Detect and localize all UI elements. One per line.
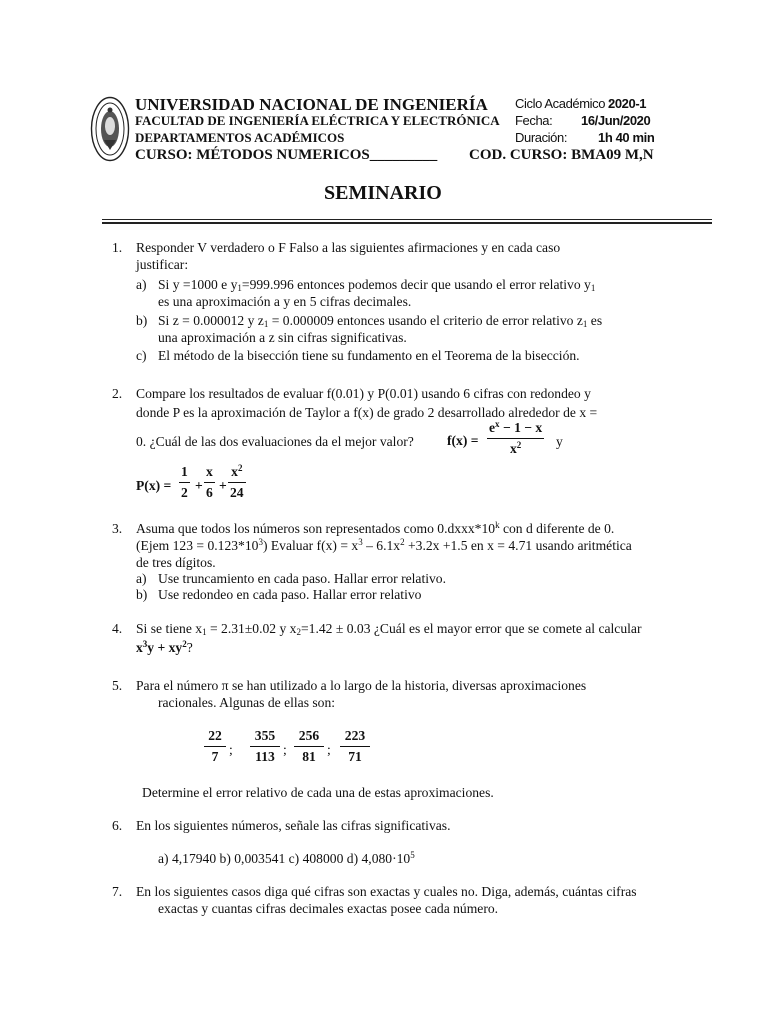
p3-number: 3. bbox=[112, 521, 123, 536]
p3-line1: Asuma que todos los números son representados como 0.dxxx*10$^k$ con d diferente de 0. bbox=[136, 520, 615, 536]
p2-px-term2: x 6 bbox=[206, 464, 213, 500]
p6-line1: En los siguientes números, señale las cifras significativas. bbox=[136, 818, 451, 833]
course-code: COD. CURSO: BMA09 M,N bbox=[469, 147, 654, 163]
p1-c-text: El método de la bisección tiene su fundamento en el Teorema de la bisección. bbox=[158, 348, 580, 363]
p1-intro-line2: justificar: bbox=[136, 257, 189, 272]
p2-line2: donde P es la aproximación de Taylor a f(x) de grado 2 desarrollado alrededor de x = bbox=[136, 405, 598, 420]
p5-closing: Determine el error relativo de cada una de estas aproximaciones. bbox=[142, 785, 494, 800]
p3-a-text: Use truncamiento en cada paso. Hallar error relativo. bbox=[158, 571, 446, 586]
p2-number: 2. bbox=[112, 386, 123, 401]
p2-px-plus2: + bbox=[219, 478, 227, 493]
p1-c-label: c) bbox=[136, 348, 147, 363]
p6-items: a) 4,17940 b) 0,003541 c) 408000 d) $4,080\cdot 10^5$ bbox=[158, 850, 415, 866]
cycle-label: Ciclo Académico : bbox=[515, 96, 612, 111]
title-rule-top bbox=[102, 219, 712, 220]
p2-px-label: P(x) = bbox=[136, 478, 172, 493]
p4-number: 4. bbox=[112, 621, 123, 636]
p2-px-term3: $x^2$ 24 bbox=[230, 463, 244, 500]
p3-line3: de tres dígitos. bbox=[136, 555, 216, 570]
p1-a-line1: Si y =1000 e $y_1=999.996$ entonces podemos decir que usando el error relativo $y_1$ bbox=[158, 277, 596, 293]
duration-value: 1h 40 min bbox=[598, 130, 655, 145]
p5-separator-2: ; bbox=[283, 742, 287, 757]
p1-b-line2: una aproximación a z sin cifras significativas. bbox=[158, 330, 407, 345]
p4-line1: Si se tiene $x_1 = 2.31\pm 0.02$ y $x_2=1.42 \pm 0.03$ ¿Cuál es el mayor error que se comete al calcular bbox=[136, 621, 642, 637]
university-name: UNIVERSIDAD NACIONAL DE INGENIERÍA bbox=[135, 95, 488, 114]
p2-line3: 0. ¿Cuál de las dos evaluaciones da el mejor valor? bbox=[136, 434, 414, 449]
p3-a-label: a) bbox=[136, 571, 147, 586]
p2-px-term1: 1 2 bbox=[181, 464, 188, 500]
p7-number: 7. bbox=[112, 884, 123, 899]
p6-number: 6. bbox=[112, 818, 123, 833]
p2-px-plus1: + bbox=[195, 478, 203, 493]
p1-b-line1: Si z = 0.000012 y $z_1 = 0.000009$ entonces usando el criterio de error relativo $z_1$ es bbox=[158, 313, 603, 329]
p1-b-label: b) bbox=[136, 313, 148, 328]
p1-a-label: a) bbox=[136, 277, 147, 292]
date-label: Fecha: bbox=[515, 113, 553, 128]
university-seal-logo bbox=[90, 96, 130, 162]
duration-label: Duración: bbox=[515, 130, 568, 145]
p2-line1: Compare los resultados de evaluar f(0.01) y P(0.01) usando 6 cifras con redondeo y bbox=[136, 386, 591, 401]
p3-b-label: b) bbox=[136, 587, 148, 602]
p5-line1: Para el número π se han utilizado a lo largo de la historia, diversas aproximaciones bbox=[136, 678, 587, 693]
p4-question-mark: ? bbox=[186, 640, 193, 655]
p5-separator-3: ; bbox=[327, 742, 331, 757]
departments-name: DEPARTAMENTOS ACADÉMICOS bbox=[135, 130, 345, 145]
p3-line2: (Ejem $123 = 0.123*10^3$) Evaluar $f(x) = x^3 - 6.1x^2 +3.2x +1.5$ en x = 4.71 usando aritmética bbox=[136, 537, 632, 553]
p5-fraction-2: 355 113 bbox=[250, 728, 280, 765]
p1-number: 1. bbox=[112, 240, 123, 255]
p5-fraction-3: 256 81 bbox=[294, 728, 324, 765]
p7-line1: En los siguientes casos diga qué cifras son exactas y cuales no. Diga, además, cuántas cifras bbox=[136, 884, 637, 899]
p2-y-word: y bbox=[556, 434, 563, 449]
p5-fraction-4: 223 71 bbox=[340, 728, 370, 765]
p2-fx-fraction: $e^x - 1 - x$ $x^2$ bbox=[489, 419, 543, 456]
p2-fx-label: f(x) = bbox=[447, 433, 479, 448]
p4-expression: $x^3y + xy^2$? bbox=[136, 639, 193, 655]
p3-b-text: Use redondeo en cada paso. Hallar error relativo bbox=[158, 587, 422, 602]
p7-line2: exactas y cuantas cifras decimales exactas posee cada número. bbox=[158, 901, 499, 916]
p5-number: 5. bbox=[112, 678, 123, 693]
p5-fraction-1: 22 7 bbox=[204, 728, 226, 765]
faculty-name: FACULTAD DE INGENIERÍA ELÉCTRICA Y ELECTRÓNICA bbox=[135, 113, 500, 128]
p1-a-line2: es una aproximación a y en 5 cifras decimales. bbox=[158, 294, 412, 309]
course-name: CURSO: MÉTODOS NUMERICOS_________ bbox=[135, 147, 438, 163]
title-rule-bottom bbox=[102, 222, 712, 224]
page-title: SEMINARIO bbox=[324, 182, 442, 204]
p5-separator-1: ; bbox=[229, 742, 233, 757]
date-value: 16/Jun/2020 bbox=[581, 113, 651, 128]
p1-intro-line1: Responder V verdadero o F Falso a las siguientes afirmaciones y en cada caso bbox=[136, 240, 561, 255]
p5-line2: racionales. Algunas de ellas son: bbox=[158, 695, 336, 710]
cycle-value: 2020-1 bbox=[608, 96, 647, 111]
